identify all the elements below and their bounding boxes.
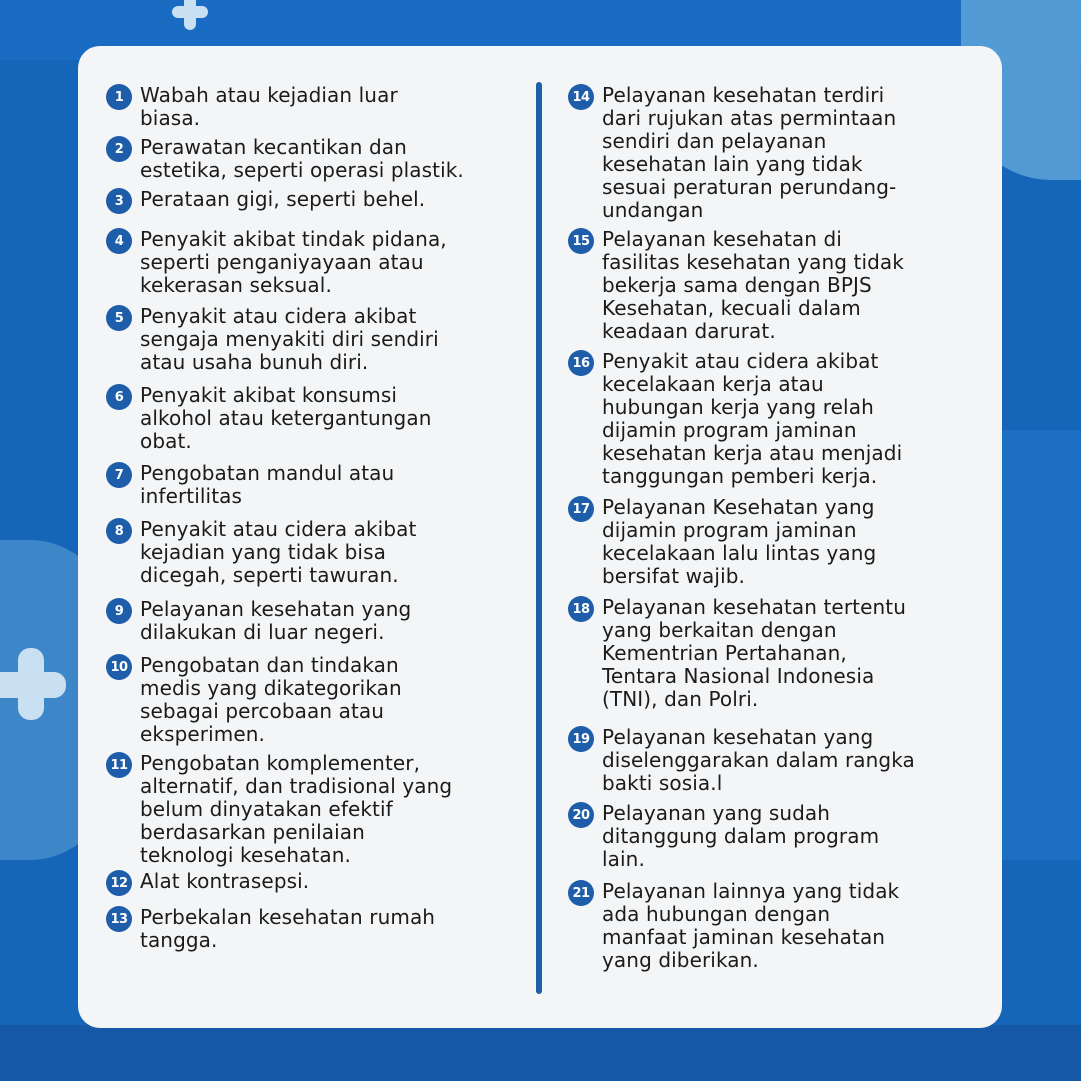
list-item-text: Perbekalan kesehatan rumah tangga.: [140, 905, 436, 952]
list-item-text: Perawatan kecantikan dan estetika, seperti operasi plastik.: [140, 135, 464, 182]
list-item: [106, 188, 425, 214]
list-item-text: Penyakit atau cidera akibat kecelakaan kerja atau hubungan kerja yang relah dijamin program jaminan kesehatan kerja atau menjadi tanggungan pemberi kerja.: [602, 349, 903, 488]
list-item-text: Penyakit akibat tindak pidana, seperti penganiyayaan atau kekerasan seksual.: [140, 227, 447, 297]
list-item: [106, 84, 398, 130]
number-badge: 19: [568, 726, 594, 752]
list-item: [568, 350, 902, 488]
list-item: [106, 870, 309, 896]
number-badge: 1: [106, 84, 132, 110]
list-item: [106, 906, 435, 952]
list-item: [568, 84, 896, 222]
list-item-text: Pelayanan kesehatan yang diselenggarakan dalam rangka bakti sosia.l: [602, 725, 915, 795]
number-badge: 14: [568, 84, 594, 110]
list-item: [106, 384, 431, 453]
number-badge: 15: [568, 228, 594, 254]
list-item-text: Pelayanan kesehatan terdiri dari rujukan atas permintaan sendiri dan pelayanan kesehatan lain yang tidak sesuai peraturan perundang- undangan: [602, 83, 897, 222]
list-item: [106, 752, 452, 867]
number-badge: 17: [568, 496, 594, 522]
list-item-text: Penyakit atau cidera akibat sengaja menyakiti diri sendiri atau usaha bunuh diri.: [140, 304, 439, 374]
number-badge: 13: [106, 906, 132, 932]
list-item: [568, 880, 899, 972]
list-item: [568, 228, 904, 343]
list-item-text: Pengobatan dan tindakan medis yang dikategorikan sebagai percobaan atau eksperimen.: [140, 653, 402, 746]
list-item: [568, 802, 879, 871]
column-divider: [536, 82, 542, 994]
exclusion-list-card: [78, 46, 1002, 1028]
number-badge: 20: [568, 802, 594, 828]
number-badge: 11: [106, 752, 132, 778]
list-item: [568, 726, 915, 795]
number-badge: 4: [106, 228, 132, 254]
list-item: [106, 305, 439, 374]
list-item: [568, 596, 906, 711]
number-badge: 10: [106, 654, 132, 680]
list-item: [106, 654, 402, 746]
list-item: [106, 136, 464, 182]
plus-icon: [0, 648, 66, 720]
list-item: [106, 598, 411, 644]
list-item-text: Perataan gigi, seperti behel.: [140, 187, 426, 211]
list-item-text: Wabah atau kejadian luar biasa.: [140, 83, 398, 130]
list-item-text: Pelayanan kesehatan tertentu yang berkaitan dengan Kementrian Pertahanan, Tentara Nasional Indonesia (TNI), dan Polri.: [602, 595, 906, 711]
list-item: [568, 496, 876, 588]
list-item-text: Penyakit akibat konsumsi alkohol atau ketergantungan obat.: [140, 383, 432, 453]
number-badge: 12: [106, 870, 132, 896]
list-item-text: Pengobatan komplementer, alternatif, dan tradisional yang belum dinyatakan efektif berdasarkan penilaian teknologi kesehatan.: [140, 751, 453, 867]
list-item-text: Pelayanan kesehatan yang dilakukan di luar negeri.: [140, 597, 412, 644]
number-badge: 6: [106, 384, 132, 410]
list-item-text: Pengobatan mandul atau infertilitas: [140, 461, 395, 508]
list-item-text: Pelayanan kesehatan di fasilitas kesehatan yang tidak bekerja sama dengan BPJS Kesehatan, kecuali dalam keadaan darurat.: [602, 227, 904, 343]
number-badge: 3: [106, 188, 132, 214]
number-badge: 16: [568, 350, 594, 376]
number-badge: 18: [568, 596, 594, 622]
number-badge: 8: [106, 518, 132, 544]
background-bottom-band: [0, 1025, 1081, 1081]
number-badge: 9: [106, 598, 132, 624]
list-item-text: Pelayanan lainnya yang tidak ada hubungan dengan manfaat jaminan kesehatan yang diberikan.: [602, 879, 900, 972]
list-item-text: Alat kontrasepsi.: [140, 869, 310, 893]
list-item-text: Pelayanan yang sudah ditanggung dalam program lain.: [602, 801, 880, 871]
list-item: [106, 228, 447, 297]
list-item-text: Pelayanan Kesehatan yang dijamin program jaminan kecelakaan lalu lintas yang bersifat wajib.: [602, 495, 877, 588]
background-right-band: [991, 430, 1081, 860]
number-badge: 21: [568, 880, 594, 906]
list-item-text: Penyakit atau cidera akibat kejadian yang tidak bisa dicegah, seperti tawuran.: [140, 517, 417, 587]
number-badge: 5: [106, 305, 132, 331]
list-item: [106, 518, 416, 587]
number-badge: 7: [106, 462, 132, 488]
list-item: [106, 462, 394, 508]
number-badge: 2: [106, 136, 132, 162]
plus-icon: [172, 0, 208, 30]
